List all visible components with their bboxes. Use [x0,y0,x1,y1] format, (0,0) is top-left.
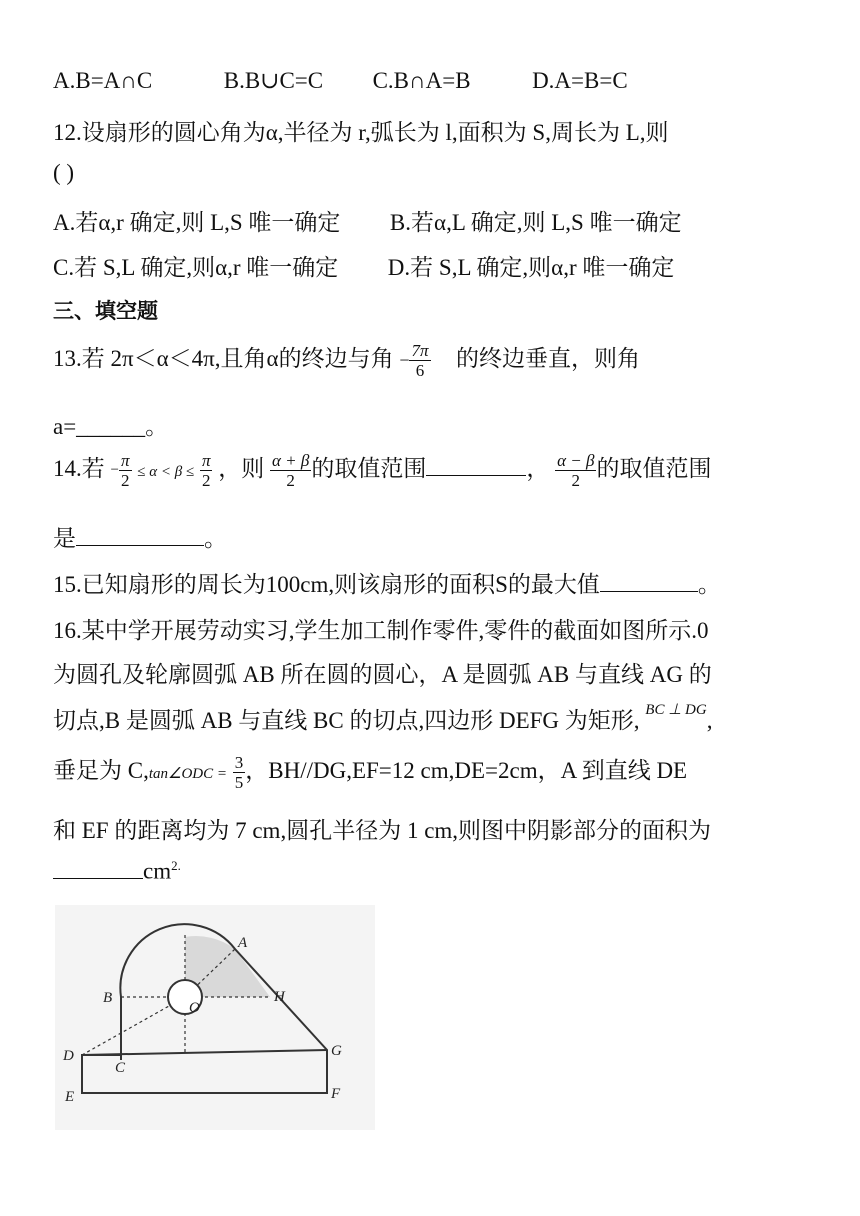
q14-blank-2[interactable] [76,527,204,546]
q16-line2: 为圆孔及轮廓圆弧 AB 所在圆的圆心，A 是圆弧 AB 与直线 AG 的 [53,662,712,687]
q12-stem: 12.设扇形的圆心角为α,半径为 r,弧长为 l,面积为 S,周长为 L,则 [53,120,669,145]
label-g: G [331,1043,342,1059]
q14-comma: ， [526,456,550,481]
q16-line3-text: 切点,B 是圆弧 AB 与直线 BC 的切点,四边形 DEFG 为矩形, [53,708,640,733]
q16-line5: 和 EF 的距离均为 7 cm,圆孔半径为 1 cm,则图中阴影部分的面积为 [53,818,712,843]
q14-line2 [53,520,227,553]
q16-line1: 16.某中学开展劳动实习,学生加工制作零件,零件的截面如图所示.0 [53,618,709,643]
figure-svg [55,905,375,1130]
q13-frac-den: 6 [415,361,425,381]
label-d: D [63,1048,74,1064]
q16-tan-frac [233,753,246,793]
label-f: F [331,1086,341,1102]
label-a: A [238,935,248,951]
q13-part1: 13.若 2π＜α＜4π,且角α的终边与角 [53,346,394,371]
q13-frac-num: 7π [411,340,429,360]
q14-range-1: 的取值范围 [311,456,427,481]
q15-text: 15.已知扇形的周长为100cm,则该扇形的面积S的最大值 [53,572,600,597]
q14-range-2: 的取值范围 [596,456,712,481]
q11-option-c: C.B∩A=B [372,68,471,93]
q13-fraction [409,341,430,381]
q14-end: 。 [204,526,227,551]
q16-unit: cm [143,858,172,884]
q13-line2: a=______。 [53,414,169,439]
q14-cond-pi-left: π [120,450,130,470]
q12-option-a: A.若α,r 确定,则 L,S 唯一确定 [53,210,341,235]
label-o: O [189,1000,200,1016]
q12-option-c: C.若 S,L 确定,则α,r 唯一确定 [53,255,339,280]
q12-options-cd [53,249,674,282]
q14-frac-diff-num: α − β [557,450,595,470]
q16-line4a: 垂足为 C, [53,758,149,783]
q16-tan-num: 3 [234,752,244,772]
q15-end: 。 [697,572,721,597]
q14-prefix: 14.若 [53,456,105,481]
q15-line [53,566,721,599]
q14-frac-diff [555,451,596,491]
q15-blank[interactable] [600,573,698,592]
q14-cond-frac-left [119,451,132,491]
q14-blank-1[interactable] [426,457,526,476]
q14-cond-2-left: 2 [120,471,130,491]
figure-bg [55,905,375,1130]
q16-tan: tan∠ODC = [148,766,228,782]
q13-part2: 的终边垂直，则角 [456,346,641,371]
label-b: B [103,990,113,1006]
q16-perp: BC ⊥ DG [645,702,707,718]
q16-line4 [53,752,687,793]
q14-cond-pi-right: π [201,450,211,470]
q16-line6 [53,858,181,885]
q14-then: ，则 [218,456,265,481]
q14-frac-sum [270,451,311,491]
q14-cond-frac-right [200,451,213,491]
q16-tan-den: 5 [234,773,244,793]
q11-option-d: D.A=B=C [532,68,628,93]
section-title: 三、填空题 [53,299,158,323]
q16-line4b: ，BH//DG,EF=12 cm,DE=2cm，A 到直线 DE [245,758,688,783]
q12-options-ab [53,204,682,237]
label-e: E [65,1089,75,1105]
q16-blank[interactable] [53,860,143,879]
q11-option-a: A.B=A∩C [53,68,153,93]
q16-line3-end: , [706,708,713,733]
label-c: C [115,1060,126,1076]
q14-shi: 是 [53,526,76,551]
q14-cond-2-right: 2 [201,471,211,491]
q14-cond-mid: ≤ α < β ≤ [137,464,195,480]
q12-option-d: D.若 S,L 确定,则α,r 唯一确定 [387,255,675,280]
q12-option-b: B.若α,L 确定,则 L,S 唯一确定 [389,210,682,235]
q14-line1 [53,450,711,491]
q14-neg: − [110,462,119,479]
q12-paren: ( ) [53,160,75,185]
q14-frac-diff-den: 2 [571,471,581,491]
q16-unit-sup: 2. [171,858,181,873]
q16-line3 [53,702,712,735]
q11-options [53,68,628,94]
label-h: H [274,989,285,1005]
q14-frac-sum-den: 2 [286,471,295,491]
q11-option-b: B.B∪C=C [223,68,324,93]
q14-frac-sum-num: α + β [271,450,310,470]
geometry-figure [55,905,375,1130]
q13-line1: 13.若 2π＜α＜4π,且角α的终边与角 − $\frac{7\pi}{6}$ 的终边垂直，则角 [53,340,641,381]
